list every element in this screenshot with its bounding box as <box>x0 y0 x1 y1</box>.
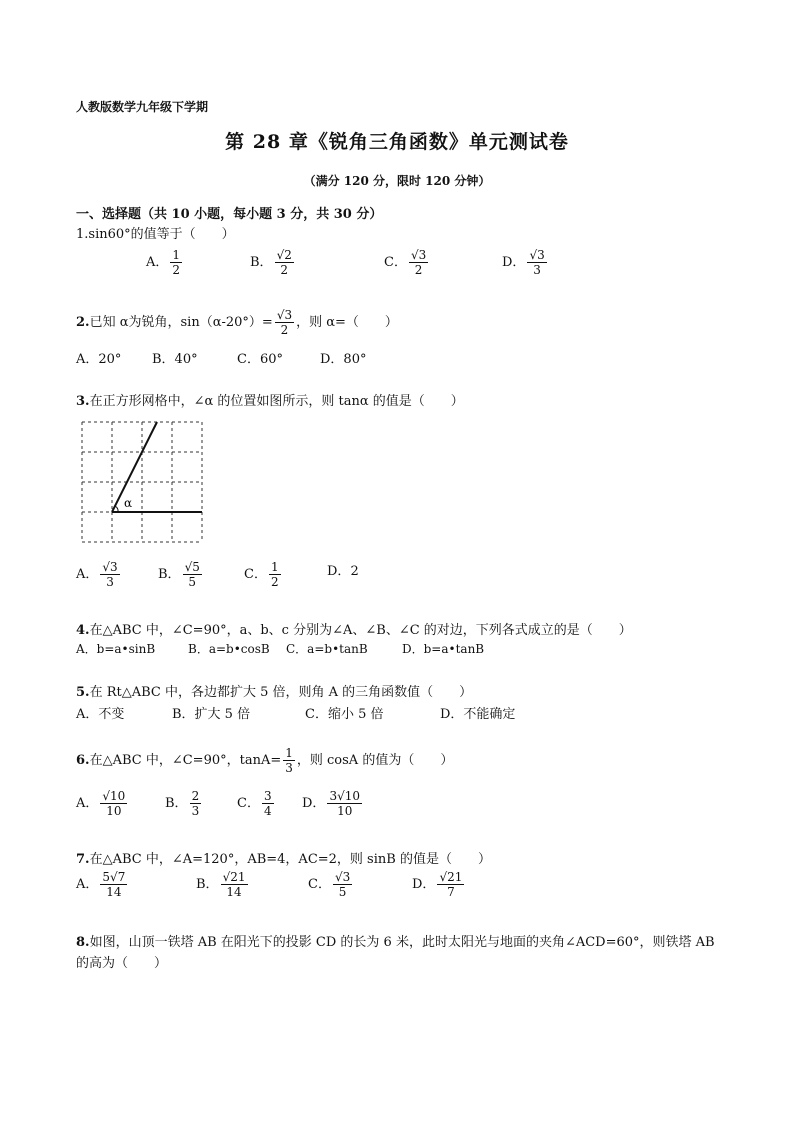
question-7-option-a[interactable] <box>76 870 129 899</box>
option-fraction: $\frac{√5}{5}$ <box>184 560 200 589</box>
question-2-option-d[interactable]: D．80° <box>320 352 367 367</box>
question-6-text-pre: 在△ABC 中，∠C=90°，tanA= <box>89 753 282 768</box>
question-1-option-a[interactable] <box>146 248 184 277</box>
alpha-label: α <box>124 496 133 510</box>
option-label: A． <box>76 567 99 582</box>
question-5 <box>76 681 472 700</box>
question-1-text: 1.sin60°的值等于（ ） <box>76 227 235 242</box>
question-7-number: 7. <box>76 852 90 867</box>
option-label: B． <box>196 877 219 892</box>
option-fraction: $\frac{2}{3}$ <box>191 789 200 818</box>
question-7-option-b[interactable] <box>196 870 250 899</box>
question-6 <box>76 746 453 775</box>
question-2-fraction: $\frac{√3}{2}$ <box>276 308 293 337</box>
question-6-fraction: $\frac{1}{3}$ <box>285 746 293 775</box>
option-label: C． <box>384 255 407 270</box>
question-5-option-a[interactable]: A．不变 <box>76 707 125 722</box>
option-fraction: $\frac{√3}{3}$ <box>102 560 118 589</box>
question-4-number: 4. <box>76 623 90 638</box>
question-4-option-d[interactable]: D．b=a•tanB <box>402 642 485 656</box>
option-fraction: $\frac{√21}{14}$ <box>222 870 246 899</box>
question-1-option-b[interactable] <box>250 248 296 277</box>
question-7-option-d[interactable] <box>412 870 466 899</box>
question-2-option-a[interactable]: A．20° <box>76 352 122 367</box>
option-fraction: $\frac{√2}{2}$ <box>276 248 292 277</box>
question-6-option-c[interactable] <box>237 789 276 818</box>
option-label: A． <box>146 255 169 270</box>
question-4-option-b[interactable]: B．a=b•cosB <box>188 642 270 656</box>
option-label: A． <box>76 796 99 811</box>
question-8-text: 如图，山顶一铁塔 AB 在阳光下的投影 CD 的长为 6 米，此时太阳光与地面的夹角∠ACD=60°，则铁塔 AB <box>89 935 715 950</box>
angle-slant-ray <box>112 422 157 512</box>
option-label: D． <box>302 796 326 811</box>
question-2-number: 2. <box>76 315 90 330</box>
option-label: C． <box>237 796 260 811</box>
question-8-number: 8. <box>76 935 90 950</box>
question-3-option-c[interactable] <box>244 560 283 589</box>
option-value: 2 <box>350 564 359 579</box>
question-4-text: 在△ABC 中，∠C=90°，a、b、c 分别为∠A、∠B、∠C 的对边，下列各式成立的是（ ） <box>89 623 632 638</box>
page-title: 第 28 章《锐角三角函数》单元测试卷 <box>225 131 569 153</box>
question-8-line-2: 的高为（ ） <box>76 956 168 971</box>
option-fraction: $\frac{1}{2}$ <box>270 560 279 589</box>
option-fraction: $\frac{√3}{5}$ <box>334 870 351 899</box>
option-fraction: $\frac{√21}{7}$ <box>439 870 463 899</box>
question-4 <box>76 619 632 638</box>
section-heading: 一、选择题（共 10 小题，每小题 3 分，共 30 分） <box>76 207 383 222</box>
question-6-option-d[interactable] <box>302 789 364 818</box>
question-3-option-b[interactable] <box>158 560 204 589</box>
option-label: B． <box>250 255 273 270</box>
option-label: B． <box>158 567 181 582</box>
series-label: 人教版数学九年级下学期 <box>76 100 209 114</box>
question-5-text: 在 Rt△ABC 中，各边都扩大 5 倍，则角 A 的三角函数值（ ） <box>89 685 473 700</box>
option-fraction: $\frac{√10}{10}$ <box>102 789 126 818</box>
question-6-text-post: ，则 cosA 的值为（ ） <box>296 753 454 768</box>
question-7-option-c[interactable] <box>308 870 354 899</box>
question-8-line-1 <box>76 931 715 950</box>
question-5-option-b[interactable]: B．扩大 5 倍 <box>172 707 251 722</box>
dashed-grid <box>82 422 202 542</box>
question-3-number: 3. <box>76 394 90 409</box>
question-4-option-c[interactable]: C．a=b•tanB <box>286 642 368 656</box>
question-4-option-a[interactable]: A．b=a•sinB <box>76 642 156 656</box>
question-5-option-c[interactable]: C．缩小 5 倍 <box>305 707 384 722</box>
option-fraction: $\frac{3√10}{10}$ <box>329 789 361 818</box>
option-fraction: $\frac{5√7}{14}$ <box>102 870 126 899</box>
option-label: C． <box>244 567 267 582</box>
question-6-option-a[interactable] <box>76 789 129 818</box>
option-label: D． <box>412 877 436 892</box>
question-3-option-d[interactable] <box>327 560 359 579</box>
option-fraction: $\frac{√3}{2}$ <box>410 248 427 277</box>
question-2 <box>76 308 398 337</box>
question-3-option-a[interactable] <box>76 560 122 589</box>
question-1-option-c[interactable] <box>384 248 430 277</box>
option-fraction: $\frac{3}{4}$ <box>263 789 272 818</box>
question-3-grid-figure <box>78 418 208 544</box>
option-label: D． <box>502 255 526 270</box>
question-6-option-b[interactable] <box>165 789 203 818</box>
question-2-option-b[interactable]: B．40° <box>152 352 198 367</box>
question-3-text: 在正方形网格中，∠α 的位置如图所示，则 tanα 的值是（ ） <box>89 394 464 409</box>
question-7-text: 在△ABC 中，∠A=120°，AB=4，AC=2，则 sinB 的值是（ ） <box>89 852 491 867</box>
option-fraction: $\frac{1}{2}$ <box>172 248 181 277</box>
question-1-option-d[interactable] <box>502 248 549 277</box>
option-fraction: $\frac{√3}{3}$ <box>529 248 545 277</box>
question-7 <box>76 848 491 867</box>
question-2-option-c[interactable]: C．60° <box>237 352 283 367</box>
page-subtitle: （满分 120 分，限时 120 分钟） <box>303 174 491 188</box>
question-2-text-post: ，则 α=（ ） <box>296 315 398 330</box>
question-3 <box>76 390 464 409</box>
question-2-text-pre: 已知 α为锐角，sin（α-20°）= <box>89 315 273 330</box>
question-5-option-d[interactable]: D．不能确定 <box>440 707 516 722</box>
option-label: C． <box>308 877 331 892</box>
question-5-number: 5. <box>76 685 90 700</box>
option-label: A． <box>76 877 99 892</box>
option-label: D． <box>327 564 351 579</box>
question-6-number: 6. <box>76 753 90 768</box>
option-label: B． <box>165 796 188 811</box>
